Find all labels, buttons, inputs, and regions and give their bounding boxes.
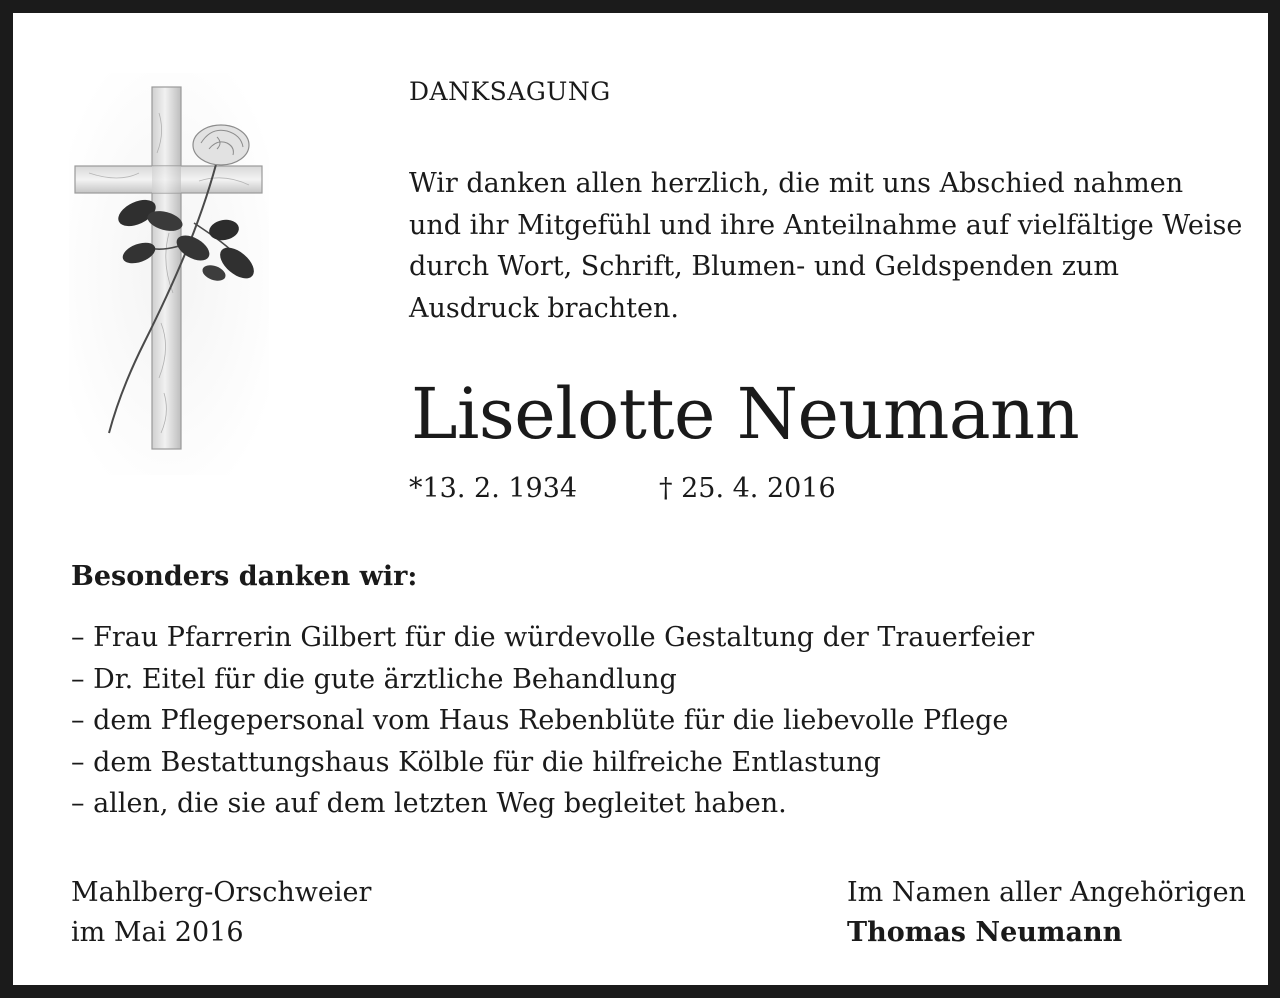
deceased-name: Liselotte Neumann [411,373,1080,455]
signer-name: Thomas Neumann [847,917,1123,948]
thanks-item: – dem Bestattungshaus Kölble für die hilfreiche Entlastung [71,746,881,778]
thanks-list [71,617,1221,825]
thanks-item: – Dr. Eitel für die gute ärztliche Behandlung [71,663,677,695]
cross-with-rose-icon [69,73,269,475]
death-date: † 25. 4. 2016 [659,473,836,504]
intro-paragraph [409,163,1249,329]
place-and-date [71,873,371,953]
on-behalf-text: Im Namen aller Angehörigen [847,877,1246,908]
date: im Mai 2016 [71,917,244,948]
intro-line: und ihr Mitgefühl und ihre Anteilnahme auf vielfältige Weise [409,209,1243,241]
intro-line: durch Wort, Schrift, Blumen- und Geldspenden zum [409,251,1119,282]
thanks-item: – allen, die sie auf dem letzten Weg begleitet haben. [71,788,787,819]
place: Mahlberg-Orschweier [71,877,372,908]
signature-block [847,873,1246,953]
notice-heading: DANKSAGUNG [409,77,611,106]
intro-line: Wir danken allen herzlich, die mit uns Abschied nahmen [409,168,1184,199]
thanks-heading: Besonders danken wir: [71,561,418,592]
birth-date: *13. 2. 1934 [409,473,578,504]
thanks-item: – Frau Pfarrerin Gilbert für die würdevolle Gestaltung der Trauerfeier [71,622,1035,653]
thanks-item: – dem Pflegepersonal vom Haus Rebenblüte für die liebevolle Pflege [71,705,1009,736]
intro-line: Ausdruck brachten. [409,292,679,324]
